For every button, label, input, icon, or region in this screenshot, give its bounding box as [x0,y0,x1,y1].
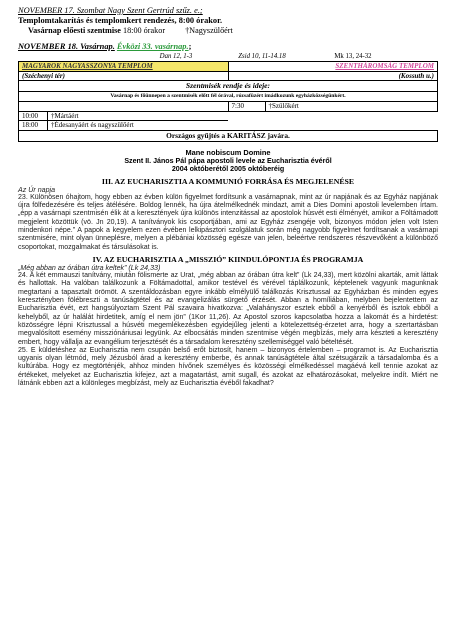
nov18-heading-line: NOVEMBER 18. Vasárnap. Évközi 33. vasárnap.; [18,42,192,51]
paragraph-25: 25. E küldetéshez az Eucharisztia nem csupán belső erőt biztosít, hanem – bizonyos értelemben – programot is. Az Eucharisztia ugyanis olyan létmód, mely Jézusból árad a keresztény emberbe, és annak tanúságtétele által szétsugárzik a társadalomba és a kultúrába. Hogy ez megtörténjék, ahhoz minden hívőnek személyes és közösségi elmélkedéssel magáévá kell tennie azokat az értékeket, melyeket az Eucharisztia kifejez, azt a magatartást, amit sugall, és azokat az elhatározásokat, melyekre indít. Miért ne látnánk ebben azt a különleges megbízást, mely az Eucharisztia évéből fakadhat? [18,346,438,388]
section4-heading: IV. AZ EUCHARISZTIA A „MISSZIÓ” KIINDULÓPONTJA ÉS PROGRAMJA [92,254,364,264]
mass-intent-1: †Mártáért [51,111,79,120]
trinity-intent: †Szülőkért [268,102,299,110]
article-subtitle: Szent II. János Pál pápa apostoli levele az Eucharisztia évéről [124,156,332,165]
schedule-title: Szentmisék rendje és ideje: [19,81,438,92]
paragraph-24: 24. A két emmauszi tanítvány, miután fölismerte az Urat, „még abban az órában útra kelt” (Lk 24,33), mert közölni akarták, amit láttak és hallottak. Ha valóban találkozunk a Föltámadottal, amikor testével és vérével táplálkozunk, képtelenek vagyunk magunknak megtartani a tapasztalt örömöt. A szentáldozásban egyre inkább elmélyülő találkozás Krisztussal az Egyházban és minden egyes keresztényben fölébreszti a tanúságtétel és az evangelizálás sürgető érzését. Abban a homíliában, melyben bejelentettem az Eucharisztia évét, ezt hangsúlyoztam Szent Pál szavaira hivatkozva: „Valahányszor esztek ebből a kenyérből és isztok ebből a kehelyből, az úr halálát hirdetitek, amíg el nem jön” (1Kor 11,26). Az Apostol szoros kapcsolatba hozza a lakomát és a hirdetést: közösségre lépni Krisztussal a húsvéti megemlékezésben egyidejűleg jelenti a kötelezettség-érzetet arra, hogy a szertartásban megvalósított esemény missziónáriusai legyünk. Az elbocsátás minden szentmise végén megbízás, mely arra készteti a keresztény embert, hogy vállalja az evangélium terjesztését és a társadalom keresztény szellemiséggel való bételtését. [18,272,438,346]
reading-dan: Dan 12, 1-3 [159,53,193,60]
section4-subheading: „Még abban az órában útra keltek” (Lk 24,33) [18,263,161,272]
vespers-time: 18:00 órakor [122,26,166,35]
church-left: MAGYAROK NAGYASSZONYA TEMPLOM [19,62,229,72]
trinity-time: 7:30 [229,102,266,111]
readings-line [18,53,438,61]
section3-heading: III. AZ EUCHARISZTIA A KOMMUNIÓ FORRÁSA ÉS MEGJELENÉSE [101,176,355,186]
mass-intent-2: †Édesanyáért és nagyszülőért [51,121,134,129]
reading-zsid: Zsid 10, 11-14.18 [238,53,286,60]
vespers-intent: †Nagyszülőért [185,26,233,35]
nov17-heading: NOVEMBER 17. Szombat Nagy Szent Gertrúd szűz. e.; [18,6,203,15]
collection-notice: Országos gyűjtés a KARITÁSZ javára. [19,130,438,141]
cleaning-notice: Templomtakarítás és templomkert rendezés, 8:00 órakor. [18,16,223,25]
vespers-label: Vasárnap előesti szentmise [28,26,121,35]
nov18-feast: Évközi 33. vasárnap. [116,42,189,51]
mass-schedule-table [18,61,438,142]
article-title: Mane nobiscum Domine [185,147,271,157]
mass-time-1: 10:00 [19,112,48,121]
section3-subheading: Az Úr napja [18,185,56,194]
church-right: SZENTHÁROMSÁG TEMPLOM [228,62,438,72]
reading-mk: Mk 13, 24-32 [334,53,372,60]
loc-left: (Széchenyi tér) [19,71,229,81]
vespers-line [18,26,438,36]
mass-time-2: 18:00 [19,121,48,130]
nov18-heading: NOVEMBER 18. Vasárnap. [18,42,115,51]
paragraph-23: 23. Különösen óhajtom, hogy ebben az évben külön figyelmet fordítsunk a vasárnapnak, mint az úr napjának és az Egyház napjának újra fölfedezésére és teljes átélésére. Boldog lennék, ha újra átelmélkednék mindazt, amit a Dies Domini apostoli levelemben írtam. „épp a vasárnapi szentmisén élik át a keresztények újra különös intenzitással az apostolok húsvét esti élményét, amikor a Föltámadott megjelent közöttük (vö. Jn 20,19). A tanítványok kis csoportjában, ami az Egyház zsengéje volt, bizonyos módon jelen volt Isten mindenkori népe.” A papok a kegyelem ezen évében lelkipásztori szolgálatuk során még nagyobb figyelmet fordítsanak a vasárnapi szentmisére, mint olyan ünneplésre, melyen a plébániai közösség egésze van jelen, beleértve rendszeres részvevőként a különböző csoportokat, mozgalmakat és társulásokat is. [18,193,438,251]
bulletin-page [18,6,438,388]
loc-right: (Kossuth u.) [228,71,438,81]
article-dates: 2004 októberétől 2005 októberéig [171,165,285,174]
rosary-note: Vasárnap és főünnepen a szentmisék előtt fél órával, rózsafüzért imádkozunk egyházközségünkért. [19,92,438,102]
